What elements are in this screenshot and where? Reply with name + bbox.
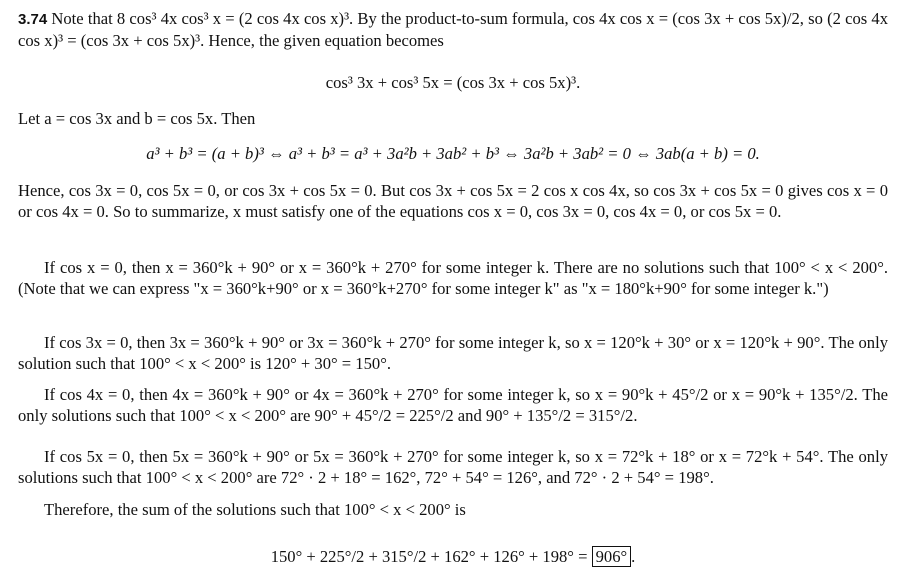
final-sum: 150° + 225°/2 + 315°/2 + 162° + 126° + 198° = [270, 547, 588, 566]
paragraph-cos-4x: If cos 4x = 0, then 4x = 360°k + 90° or 4x = 360°k + 270° for some integer k, so x = 90°k + 45°/2 or x = 90°k + 135°/2. The only solutions such that 100° < x < 200° are 90° + 45°/2 = 225°/2 and 90° + 135°/2 = 315°/2. [18, 385, 888, 425]
equation-1: cos³ 3x + cos³ 5x = (cos 3x + cos 5x)³. [325, 73, 581, 92]
paragraph-cos-x: If cos x = 0, then x = 360°k + 90° or x = 360°k + 270° for some integer k. There are no solutions such that 100° < x < 200°. (Note that we can express "x = 360°k+90° or x = 360°k+270° for some integer k" as "x = 180°k+90° for some integer k.") [18, 258, 888, 298]
problem-number: 3.74 [18, 11, 48, 28]
paragraph-intro [18, 8, 888, 51]
paragraph-substitution: Let a = cos 3x and b = cos 5x. Then [18, 109, 256, 128]
intro-text: Note that 8 cos³ 4x cos³ x = (2 cos 4x cos x)³. By the product-to-sum formula, cos 4x cos x = (cos 3x + cos 5x)/2, so (2 cos 4x cos x)³ = (cos 3x + cos 5x)³. Hence, the given equation becomes [18, 9, 888, 50]
paragraph-summary: Hence, cos 3x = 0, cos 5x = 0, or cos 3x + cos 5x = 0. But cos 3x + cos 5x = 2 cos x cos 4x, so cos 3x + cos 5x = 0 gives cos x = 0 or cos 4x = 0. So to summarize, x must satisfy one of the equations cos x = 0, cos 3x = 0, cos 4x = 0, or cos 5x = 0. [18, 181, 888, 221]
paragraph-conclusion: Therefore, the sum of the solutions such that 100° < x < 200° is [44, 500, 466, 519]
final-equation: 150° + 225°/2 + 315°/2 + 162° + 126° + 198° = 906° . [270, 547, 636, 566]
paragraph-cos-3x: If cos 3x = 0, then 3x = 360°k + 90° or 3x = 360°k + 270° for some integer k, so x = 120°k + 30° or x = 120°k + 90°. The only solution such that 100° < x < 200° is 120° + 30° = 150°. [18, 333, 888, 373]
paragraph-cos-5x: If cos 5x = 0, then 5x = 360°k + 90° or 5x = 360°k + 270° for some integer k, so x = 72°k + 18° or x = 72°k + 54°. The only solutions such that 100° < x < 200° are 72° · 2 + 18° = 162°, 72° + 54° = 126°, and 72° · 2 + 54° = 198°. [18, 447, 888, 487]
answer-box: 906° [592, 546, 632, 567]
equation-2: a³ + b³ = (a + b)³ ⇔ a³ + b³ = a³ + 3a²b + 3ab² + b³ ⇔ 3a²b + 3ab² = 0 ⇔ 3ab(a + b) = 0. [146, 144, 760, 163]
